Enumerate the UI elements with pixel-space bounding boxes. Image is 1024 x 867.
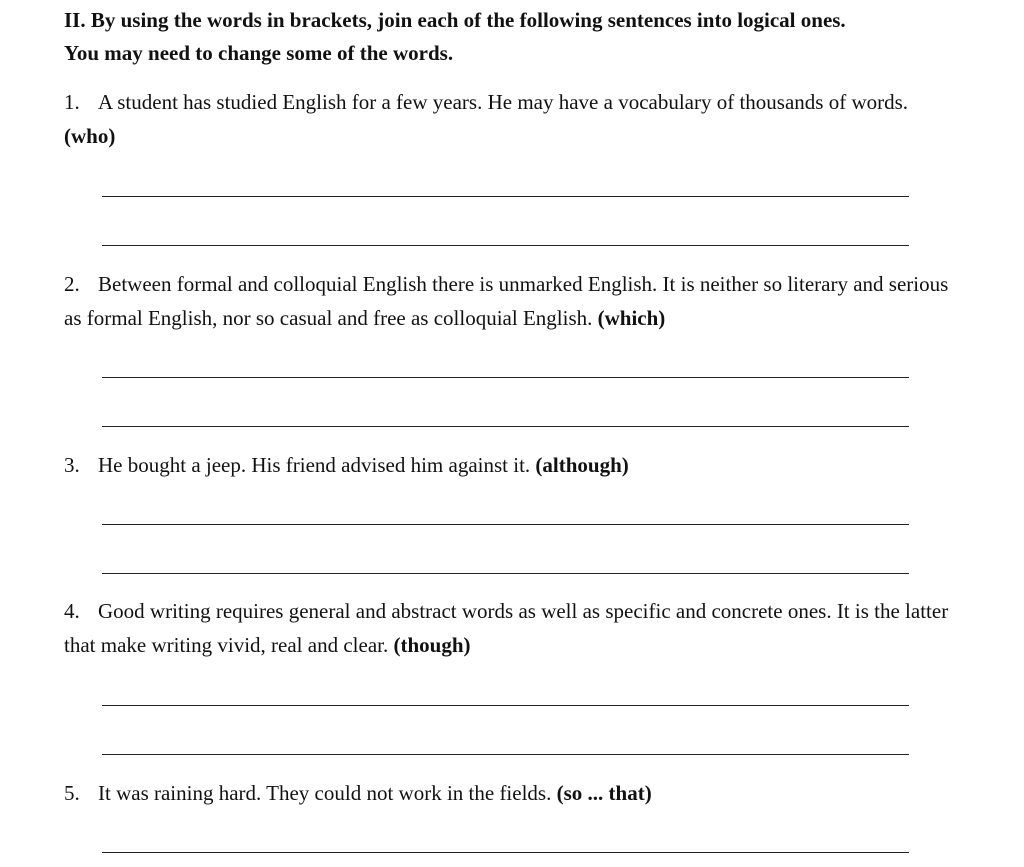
question-hint: (who) [64, 124, 116, 148]
answer-line-1b[interactable] [102, 245, 909, 246]
answer-line-4b[interactable] [102, 754, 909, 755]
question-1 [64, 85, 964, 153]
question-number: 2. [64, 272, 80, 296]
answer-line-2b[interactable] [102, 426, 909, 427]
answer-line-1a[interactable] [102, 196, 909, 197]
question-text: It was raining hard. They could not work in the fields. [98, 781, 552, 805]
question-hint: (so ... that) [556, 781, 652, 805]
question-hint: (which) [597, 306, 666, 330]
question-3 [64, 448, 964, 482]
question-text: A student has studied English for a few years. He may have a vocabulary of thousands of words. [98, 90, 909, 114]
question-4 [64, 594, 964, 662]
question-text: Good writing requires general and abstract words as well as specific and concrete ones. It is the latter that make writing vivid, real and clear. [64, 599, 949, 657]
question-text: Between formal and colloquial English there is unmarked English. It is neither so literary and serious as formal English, nor so casual and free as colloquial English. [64, 272, 949, 330]
question-hint: (although) [535, 453, 629, 477]
heading-line-1: II. By using the words in brackets, join each of the following sentences into logical ones. [64, 8, 846, 32]
question-number: 4. [64, 599, 80, 623]
question-number: 3. [64, 453, 80, 477]
question-5 [64, 776, 964, 810]
question-number: 1. [64, 90, 80, 114]
answer-line-3a[interactable] [102, 524, 909, 525]
question-text: He bought a jeep. His friend advised him against it. [98, 453, 531, 477]
question-2 [64, 267, 964, 335]
answer-line-5a[interactable] [102, 852, 909, 853]
heading-line-2: You may need to change some of the words. [64, 41, 454, 65]
answer-line-4a[interactable] [102, 705, 909, 706]
section-heading [64, 4, 964, 70]
question-number: 5. [64, 781, 80, 805]
question-hint: (though) [393, 633, 471, 657]
answer-line-3b[interactable] [102, 573, 909, 574]
answer-line-2a[interactable] [102, 377, 909, 378]
